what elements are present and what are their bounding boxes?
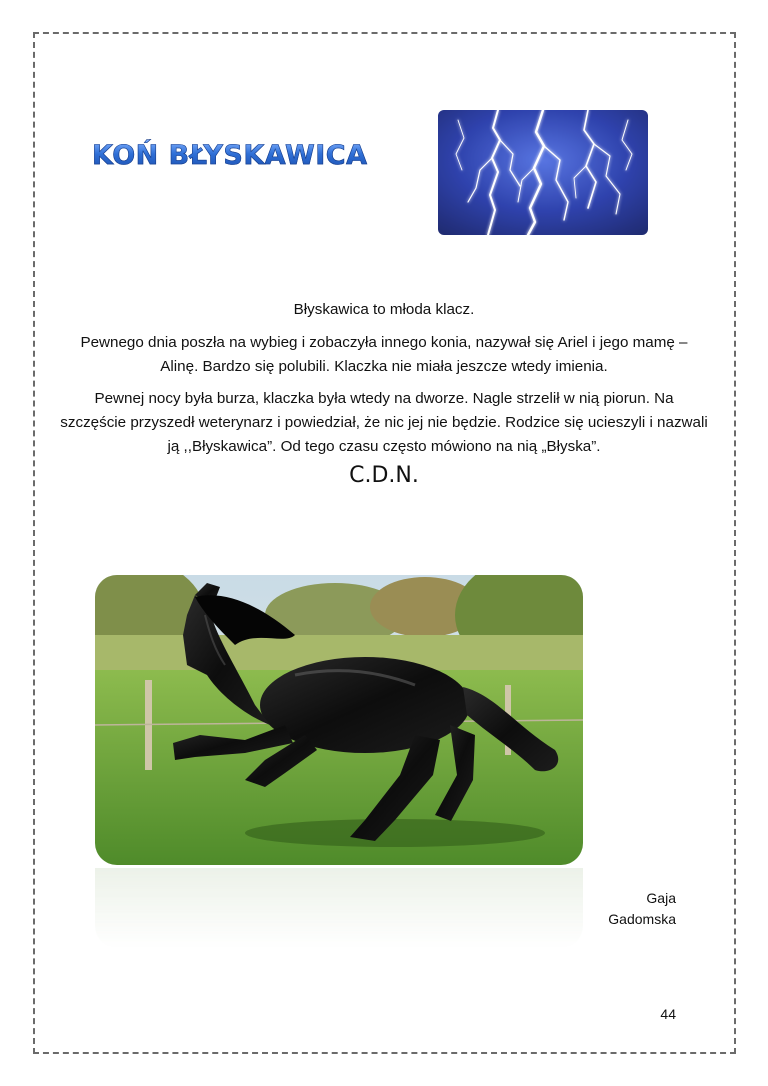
author-signature: [608, 888, 676, 930]
lightning-image: [438, 110, 648, 235]
horse-photo: [95, 575, 583, 865]
intro-paragraph: Błyskawica to młoda klacz.: [293, 301, 475, 318]
page-number: 44: [660, 1006, 676, 1022]
meeting-paragraph: Pewnego dnia poszła na wybieg i zobaczyła innego konia, nazywał się Ariel i jego mamę – Alinę. Bardzo się polubili. Klaczka nie miała jeszcze wtedy imienia.: [80, 334, 688, 375]
page-title: KOŃ BŁYSKAWICA: [92, 140, 368, 171]
author-last-name: Gadomska: [608, 911, 676, 927]
storm-paragraph: Pewnej nocy była burza, klaczka była wtedy na dworze. Nagle strzelił w nią piorun. Na szczęście przyszedł weterynarz i powiedział, że nic jej nie będzie. Rodzice się ucieszyli i nazwali ją ,,Błyskawica”. Od tego czasu często mówiono na nią „Błyska”.: [60, 390, 708, 455]
author-first-name: Gaja: [646, 890, 676, 906]
to-be-continued-label: C.D.N.: [349, 463, 419, 488]
horse-photo-reflection: [95, 868, 583, 948]
